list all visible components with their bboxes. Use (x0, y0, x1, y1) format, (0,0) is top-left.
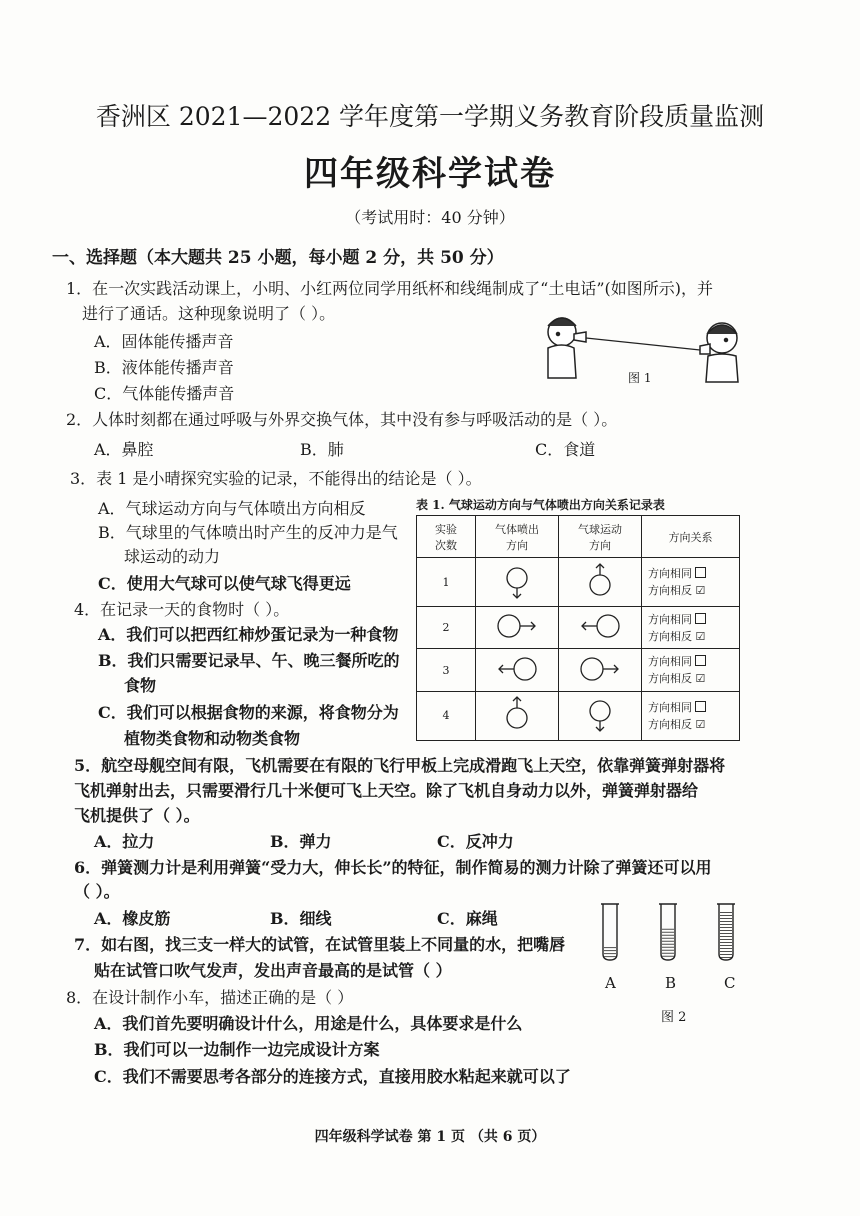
balloon-move-up-icon (580, 561, 620, 601)
relation-cell (642, 607, 740, 649)
exam-time: （考试用时：40 分钟） (345, 208, 515, 227)
header-line: 气体喷出 (495, 522, 539, 536)
opposite-option (648, 582, 739, 599)
relation-cell (642, 558, 740, 607)
table-header-row (417, 516, 740, 558)
q5-option-c: C．反冲力 (437, 832, 514, 851)
q1-stem-line2: 进行了通话。这种现象说明了（ ）。 (82, 304, 336, 323)
checked-box: ☑ (695, 629, 706, 643)
balloon-gas-down-icon (497, 561, 537, 601)
q5-stem-line1: 5．航空母舰空间有限，飞机需要在有限的飞行甲板上完成滑跑飞上天空，依靠弹簧弹射器将 (74, 756, 726, 775)
test-tube (603, 904, 617, 960)
q7-stem-line1: 7．如右图，找三支一样大的试管，在试管里装上不同量的水，把嘴唇 (74, 935, 566, 954)
trial-number: 3 (417, 649, 476, 691)
checkbox (695, 613, 706, 624)
trial-number: 4 (417, 691, 476, 740)
q8-option-b: B．我们可以一边制作一边完成设计方案 (94, 1040, 380, 1059)
tube-label-a: A (605, 974, 616, 992)
q2-option-b: B．肺 (300, 440, 344, 459)
q1-option-a: A．固体能传播声音 (94, 332, 234, 351)
header-line: 方向 (506, 538, 528, 552)
checkbox (695, 701, 706, 712)
header-line: 方向 (589, 538, 611, 552)
balloon-direction-cell (559, 558, 642, 607)
trial-number: 2 (417, 607, 476, 649)
balloon-direction-cell (559, 607, 642, 649)
q1-option-c: C．气体能传播声音 (94, 384, 235, 403)
trial-number: 1 (417, 558, 476, 607)
q5-option-a: A．拉力 (94, 832, 155, 851)
relation-cell (642, 691, 740, 740)
q2-stem: 2．人体时刻都在通过呼吸与外界交换气体，其中没有参与呼吸活动的是（ ）。 (66, 410, 618, 429)
balloon-gas-right-icon (489, 609, 545, 643)
table-header-trial (417, 516, 476, 558)
q8-option-a: A．我们首先要明确设计什么，用途是什么，具体要求是什么 (94, 1014, 523, 1033)
same-label: 方向相同 (648, 612, 692, 626)
gas-direction-cell (476, 558, 559, 607)
opposite-label: 方向相反 (648, 717, 692, 731)
opposite-label: 方向相反 (648, 672, 692, 686)
q1-stem-line1: 1．在一次实践活动课上，小明、小红两位同学用纸杯和线绳制成了“土电话”(如图所示)，并 (66, 279, 714, 298)
page-footer: 四年级科学试卷 第 1 页 （共 6 页） (314, 1129, 546, 1145)
figure-2-test-tubes (590, 900, 750, 970)
q3-option-c: C．使用大气球可以使气球飞得更远 (98, 574, 351, 593)
checkbox (695, 655, 706, 666)
same-option (648, 611, 739, 628)
section-heading: 一、选择题（本大题共 25 小题，每小题 2 分，共 50 分） (52, 248, 504, 268)
q6-option-c: C．麻绳 (437, 909, 498, 928)
same-label: 方向相同 (648, 700, 692, 714)
checked-box: ☑ (695, 717, 706, 731)
q6-stem-line1: 6．弹簧测力计是利用弹簧“受力大，伸长长”的特征，制作简易的测力计除了弹簧还可以用 (74, 858, 712, 877)
header-line: 方向关系 (668, 530, 713, 544)
checked-box: ☑ (695, 672, 706, 686)
q5-stem-line3: 飞机提供了（ ）。 (74, 806, 200, 825)
q8-option-c: C．我们不需要思考各部分的连接方式，直接用胶水粘起来就可以了 (94, 1067, 571, 1086)
table-row (417, 607, 740, 649)
same-label: 方向相同 (648, 655, 692, 669)
q4-option-b-line1: B．我们只需要记录早、午、晚三餐所吃的 (98, 651, 400, 670)
q3-option-b-line2: 球运动的动力 (124, 547, 221, 566)
opposite-option (648, 628, 739, 645)
checkbox (695, 567, 706, 578)
q7-stem-line2: 贴在试管口吹气发声，发出声音最高的是试管（ ） (94, 961, 452, 980)
gas-direction-cell (476, 649, 559, 691)
q2-option-c: C．食道 (535, 440, 596, 459)
q5-stem-line2: 飞机弹射出去，只需要滑行几十米便可飞上天空。除了飞机自身动力以外，弹簧弹射器给 (74, 781, 699, 800)
exam-title: 四年级科学试卷 (304, 154, 556, 194)
relation-cell (642, 649, 740, 691)
tube-label-b: B (665, 974, 677, 992)
q3-option-b-line1: B．气球里的气体喷出时产生的反冲力是气 (98, 523, 398, 542)
same-label: 方向相同 (648, 567, 692, 581)
figure-2-label: 图 2 (661, 1010, 687, 1025)
same-option (648, 699, 739, 716)
q4-option-a: A．我们可以把西红柿炒蛋记录为一种食物 (98, 625, 399, 644)
checked-box: ☑ (695, 584, 706, 598)
opposite-option (648, 670, 739, 687)
same-option (648, 653, 739, 670)
table-row (417, 649, 740, 691)
q3-stem: 3．表 1 是小晴探究实验的记录，不能得出的结论是（ ）。 (70, 469, 482, 488)
table1 (416, 515, 740, 741)
figure-1-label: 图 1 (628, 371, 652, 385)
q2-option-a: A．鼻腔 (94, 440, 154, 459)
q8-stem: 8．在设计制作小车，描述正确的是（ ） (66, 988, 354, 1007)
exam-title-line1: 香洲区 2021—2022 学年度第一学期义务教育阶段质量监测 (95, 102, 765, 131)
balloon-direction-cell (559, 691, 642, 740)
same-option (648, 565, 739, 582)
opposite-label: 方向相反 (648, 629, 692, 643)
balloon-direction-cell (559, 649, 642, 691)
balloon-gas-up-icon (497, 694, 537, 734)
table-row (417, 691, 740, 740)
q4-stem: 4．在记录一天的食物时（ ）。 (74, 600, 290, 619)
q4-option-c-line1: C．我们可以根据食物的来源，将食物分为 (98, 703, 399, 722)
tube-label-c: C (724, 974, 736, 992)
table-header-balloon-direction (559, 516, 642, 558)
q6-option-b: B．细线 (270, 909, 332, 928)
header-line: 次数 (435, 538, 457, 552)
table1-caption: 表 1. 气球运动方向与气体喷出方向关系记录表 (416, 498, 665, 512)
gas-direction-cell (476, 691, 559, 740)
q4-option-c-line2: 植物类食物和动物类食物 (124, 729, 301, 748)
opposite-label: 方向相反 (648, 584, 692, 598)
table-header-relation (642, 516, 740, 558)
table-header-gas-direction (476, 516, 559, 558)
balloon-move-left-icon (572, 609, 628, 643)
q6-option-a: A．橡皮筋 (94, 909, 171, 928)
q4-option-b-line2: 食物 (124, 676, 157, 695)
balloon-move-down-icon (580, 694, 620, 734)
q5-option-b: B．弹力 (270, 832, 332, 851)
q3-option-a: A．气球运动方向与气体喷出方向相反 (98, 499, 366, 518)
table-row (417, 558, 740, 607)
header-line: 实验 (435, 522, 457, 536)
balloon-move-right-icon (572, 652, 628, 686)
q1-option-b: B．液体能传播声音 (94, 358, 234, 377)
balloon-gas-left-icon (489, 652, 545, 686)
opposite-option (648, 716, 739, 733)
gas-direction-cell (476, 607, 559, 649)
header-line: 气球运动 (578, 522, 622, 536)
q6-stem-line2: （ ）。 (74, 882, 120, 901)
